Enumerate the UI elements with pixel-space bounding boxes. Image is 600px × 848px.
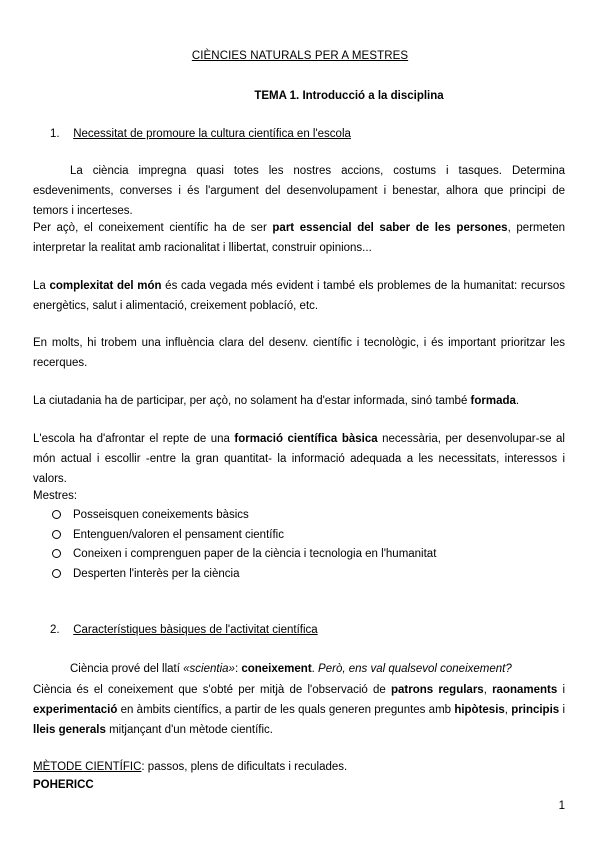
- theme-title-text: TEMA 1. Introducció a la disciplina: [254, 90, 444, 102]
- list-item: [50, 526, 550, 546]
- paragraph-8-text: mitjançant d'un mètode científic.: [105, 724, 273, 736]
- metode-cientific-text: : passos, plens de dificultats i reculades.: [141, 761, 348, 773]
- metode-cientific: [33, 757, 565, 777]
- paragraph-3-bold: complexitat del món: [49, 280, 162, 292]
- list-item: [50, 565, 550, 585]
- paragraph-6-bold: formació científica bàsica: [234, 433, 378, 445]
- paragraph-2-bold: part essencial del saber de les persones: [272, 222, 508, 234]
- section-2-heading: [50, 624, 318, 636]
- paragraph-8: [33, 680, 565, 740]
- paragraph-5-text-end: .: [515, 395, 520, 407]
- paragraph-5: [33, 391, 565, 411]
- paragraph-8-bold: raonaments: [492, 684, 558, 696]
- theme-title: [0, 90, 600, 102]
- section-1-heading: [50, 128, 351, 140]
- paragraph-8-bold: experimentació: [33, 704, 118, 716]
- paragraph-5-bold: formada: [470, 395, 516, 407]
- paragraph-8-text: en àmbits científics, a partir de les quals generen preguntes amb: [117, 704, 455, 716]
- paragraph-8-text: ,: [483, 684, 493, 696]
- paragraph-6: [33, 429, 565, 489]
- paragraph-4: En molts, hi trobem una influència clara del desenv. científic i tecnològic, i és important prioritzar les recerques.: [33, 337, 565, 369]
- paragraph-3-text: La: [33, 280, 50, 292]
- paragraph-8-text: Ciència és el coneixement que s'obté per mitjà de l'observació de: [33, 684, 391, 696]
- paragraph-7-question: Però, ens val qualsevol coneixement?: [318, 663, 512, 675]
- mestres-list: [50, 506, 550, 584]
- paragraph-2-text: Per açò, el coneixement científic ha de ser: [33, 222, 273, 234]
- paragraph-2: [33, 218, 565, 258]
- section-1-number: 1.: [50, 128, 60, 140]
- paragraph-7-colon: :: [234, 663, 242, 675]
- paragraph-6-text-end: necessària, per desenvolupar-se al món actual i escollir -entre la gran quantitat- la informació adequada a les necessitats, interessos i valors.: [33, 433, 565, 485]
- paragraph-7: [33, 659, 565, 679]
- list-item-text: Desperten l'interès per la ciència: [73, 567, 240, 580]
- page-number: 1: [558, 800, 565, 812]
- paragraph-8-bold: lleis generals: [33, 724, 106, 736]
- paragraph-3-text-end: és cada vegada més evident i també els problemes de la humanitat: recursos energètics, salut i alimentació, creixement poblacíó, etc.: [33, 280, 565, 312]
- list-item-text: Entenguen/valoren el pensament científic: [73, 528, 284, 541]
- paragraph-8-bold: hipòtesis: [454, 704, 505, 716]
- paragraph-8-bold: principis: [511, 704, 560, 716]
- circle-bullet-icon: [52, 510, 61, 519]
- circle-bullet-icon: [52, 569, 61, 578]
- paragraph-5-text: La ciutadania ha de participar, per açò, no solament ha d'estar informada, sinó també: [33, 395, 471, 407]
- list-item: [50, 545, 550, 565]
- list-item-text: Coneixen i comprenguen paper de la ciència i tecnologia en l'humanitat: [73, 548, 437, 560]
- section-2-title: Característiques bàsiques de l'activitat científica: [73, 624, 318, 636]
- section-1-title: Necessitat de promoure la cultura científica en l'escola: [73, 128, 351, 140]
- paragraph-8-bold: patrons regulars: [390, 684, 484, 696]
- mestres-label: Mestres:: [33, 490, 78, 502]
- paragraph-3: [33, 276, 565, 316]
- section-2-number: 2.: [50, 624, 60, 636]
- document-title: CIÈNCIES NATURALS PER A MESTRES: [191, 50, 409, 62]
- paragraph-7-dot: .: [311, 663, 319, 675]
- paragraph-7-text: Ciència prové del llatí: [70, 663, 184, 675]
- paragraph-2-text-end: , permeten interpretar la realitat amb racionalitat i llibertat, construir opinions...: [33, 222, 565, 254]
- paragraph-7-bold: coneixement: [241, 663, 312, 675]
- circle-bullet-icon: [52, 530, 61, 539]
- paragraph-7-italic: «scientia»: [183, 663, 235, 675]
- paragraph-1: La ciència impregna quasi totes les nostres accions, costums i tasques. Determina esdeveniments, converses i és l'argument del desenvolupament i benestar, alhora que principi de temors i incerteses.: [33, 165, 565, 217]
- paragraph-8-text: i: [559, 704, 565, 716]
- paragraph-8-text: ,: [504, 704, 512, 716]
- paragraph-6-text: L'escola ha d'afrontar el repte de una: [33, 433, 235, 445]
- metode-cientific-label: MÈTODE CIENTÍFIC: [33, 761, 142, 773]
- paragraph-8-text: i: [557, 684, 565, 696]
- list-item-text: Posseisquen coneixements bàsics: [73, 509, 249, 521]
- circle-bullet-icon: [52, 549, 61, 558]
- pohericc-acronym: POHERICC: [33, 779, 94, 791]
- list-item: [50, 506, 550, 526]
